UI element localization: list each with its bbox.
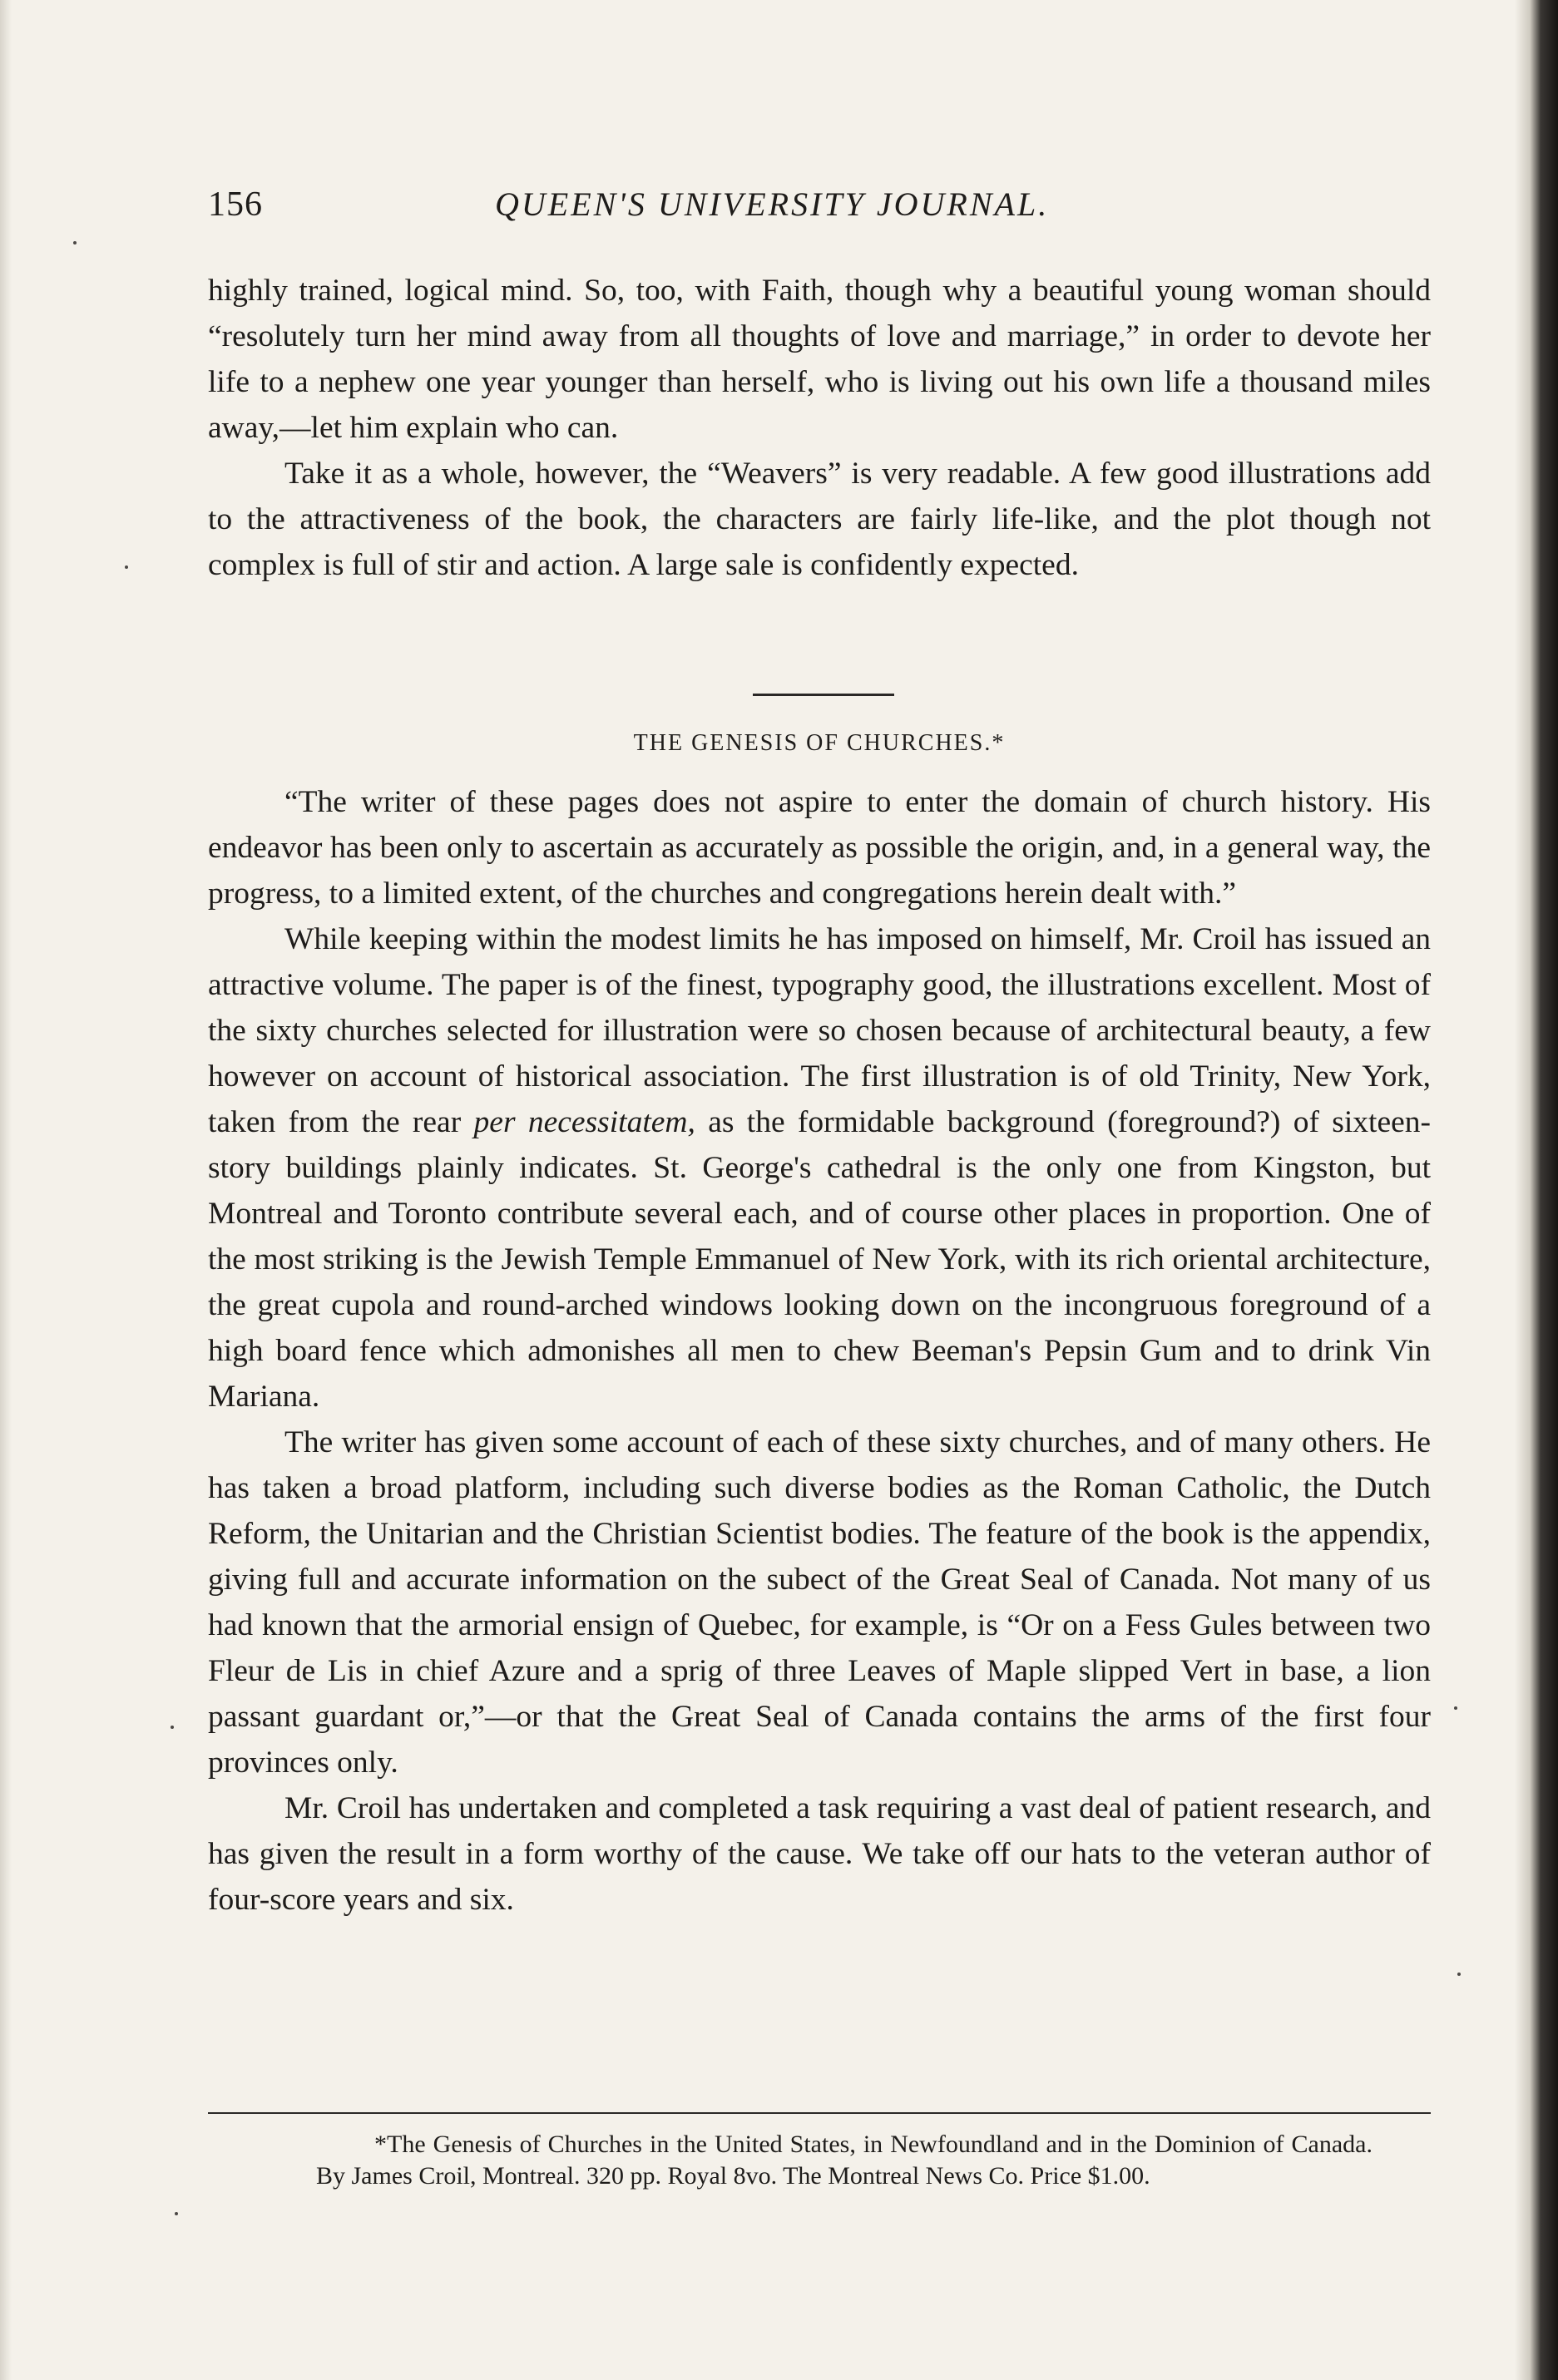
running-head: QUEEN'S UNIVERSITY JOURNAL. xyxy=(495,185,1050,223)
paragraph-text: as the formidable background (foreground?) of sixteen-story buildings plainly indicates. St. George's cathedral is the only one from Kingston, but Montreal and Toronto contribute several each, and of course other places in proportion. One of the most striking is the Jewish Temple Emmanuel of New York, with its rich oriental architecture, the great cupola and round-arched windows looking down on the incongruous foreground of a high board fence which admonishes all men to chew Beeman's Pepsin Gum and to drink Vin Mariana. xyxy=(208,1105,1431,1414)
section-title: THE GENESIS OF CHURCHES.* xyxy=(633,730,1006,756)
paragraph xyxy=(208,916,1431,1420)
page-edge-left xyxy=(0,0,12,2380)
paragraph: highly trained, logical mind. So, too, with Faith, though why a beautiful young woman should “resolutely turn her mind away from all thoughts of love and marriage,” in order to devote her life to a nephew one year younger than herself, who is living out his own life a thousand miles away,—let him explain who can. xyxy=(208,274,1431,445)
speck xyxy=(171,1726,174,1729)
footnote-text: *The Genesis of Churches in the United States, in Newfoundland and in the Dominion of Canada. By James Croil, Montreal. 320 pp. Royal 8vo. The Montreal News Co. Price $1.00. xyxy=(316,2131,1373,2190)
paragraph: Take it as a whole, however, the “Weavers” is very readable. A few good illustrations add to the attractiveness of the book, the characters are fairly life-like, and the plot though not complex is full of stir and action. A large sale is confidently expected. xyxy=(208,457,1431,582)
footnote-rule xyxy=(208,2112,1431,2114)
review-conclusion xyxy=(208,268,1431,588)
page-edge-right xyxy=(1515,0,1558,2380)
page-header xyxy=(208,185,1431,243)
speck xyxy=(1454,1706,1457,1710)
paragraph: The writer has given some account of each of these sixty churches, and of many others. He has taken a broad platform, including such diverse bodies as the Roman Catholic, the Dutch Reform, the Unitarian and the Christian Scientist bodies. The feature of the book is the appendix, giving full and accurate information on the subect of the Great Seal of Canada. Not many of us had known that the armorial ensign of Quebec, for example, is “Or on a Fess Gules between two Fleur de Lis in chief Azure and a sprig of three Leaves of Maple slipped Vert in base, a lion passant guardant or,”—or that the Great Seal of Canada contains the arms of the first four provinces only. xyxy=(208,1425,1431,1780)
latin-phrase: per necessitatem, xyxy=(473,1105,695,1139)
speck xyxy=(1457,1973,1461,1976)
speck xyxy=(175,2212,178,2215)
speck xyxy=(73,241,77,244)
paragraph: Mr. Croil has undertaken and completed a task requiring a vast deal of patient research, and has given the result in a form worthy of the cause. We take off our hats to the veteran author of four-score years and six. xyxy=(208,1791,1431,1917)
footnote xyxy=(316,2129,1373,2192)
paragraph-text: While keeping within the modest limits he has imposed on himself, Mr. Croil has issued an attractive volume. The paper is of the finest, typography good, the illustrations excellent. Most of the sixty churches selected for illustration were so chosen because of architectural beauty, a few however on account of historical association. The first illustration is of old Trinity, New York, taken from the rear xyxy=(208,922,1431,1139)
section-divider xyxy=(753,694,894,696)
page-number: 156 xyxy=(208,185,263,224)
speck xyxy=(125,565,128,569)
paragraph: “The writer of these pages does not aspire to enter the domain of church history. His endeavor has been only to ascertain as accurately as possible the origin, and, in a general way, the progress, to a limited extent, of the churches and congregations herein dealt with.” xyxy=(208,785,1431,911)
article-body xyxy=(208,779,1431,1923)
